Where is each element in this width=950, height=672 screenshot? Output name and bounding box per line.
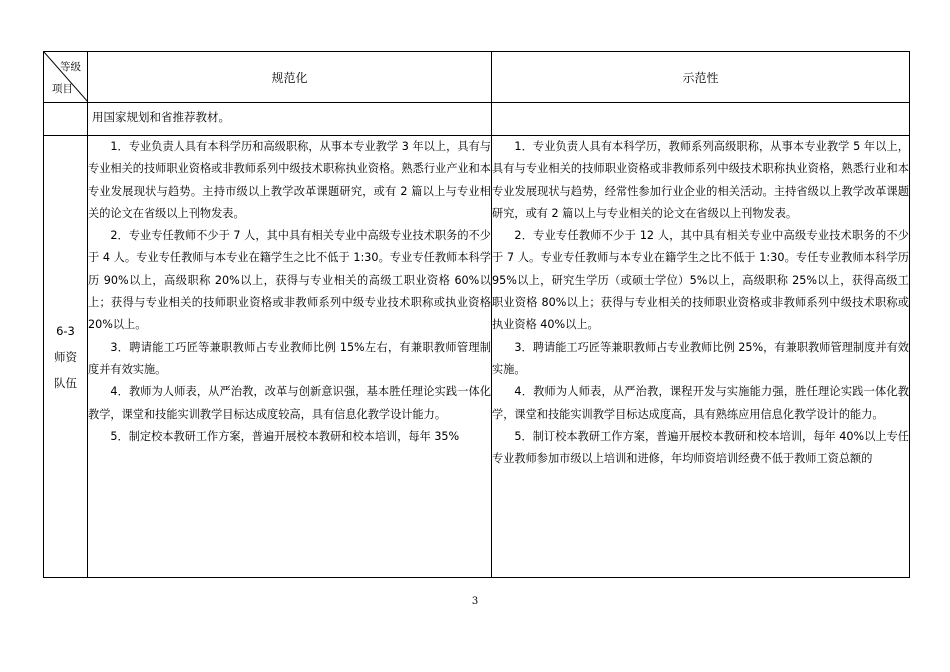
cell-standardized: 用国家规划和省推荐教材。 xyxy=(88,103,492,136)
row-label-faculty xyxy=(44,136,88,578)
paragraph: 1．专业负责人具有本科学历和高级职称，从事本专业教学 3 年以上，具有与专业相关的技师职业资格或非教师系列中级技术职称执业资格。熟悉行业产业和本专业发展现状与趋势。主持市级以上教学改革课题研究，或有 2 篇以上与专业相关的论文在省级以上刊物发表。 xyxy=(88,140,491,220)
paragraph: 5．制定校本教研工作方案，普遍开展校本教研和校本培训，每年 35% xyxy=(110,429,460,443)
paragraph: 4．教师为人师表，从严治教，改革与创新意识强，基本胜任理论实践一体化教学，课堂和技能实训教学目标达成度较高，具有信息化教学设计能力。 xyxy=(88,385,491,421)
row-label xyxy=(44,103,88,136)
table-row xyxy=(44,136,910,578)
standards-table xyxy=(43,51,910,578)
row-label-line: 队伍 xyxy=(54,375,77,390)
grade-label: 等级 xyxy=(60,61,81,73)
paragraph: 3．聘请能工巧匠等兼职教师占专业教师比例 15%左右，有兼职教师管理制度并有效实施。 xyxy=(88,340,491,376)
paragraph: 1．专业负责人具有本科学历，教师系列高级职称，从事本专业教学 5 年以上，具有与专业相关的技师职业资格或非教师系列中级技术职称执业资格，熟悉行业和本专业发展现状与趋势，经常性参加行业企业的相关活动。主持省级以上教学改革课题研究，或有 2 篇以上与专业相关的论文在省级以上刊物发表。 xyxy=(492,140,909,220)
column-header-exemplary: 示范性 xyxy=(492,52,910,103)
page-number: 3 xyxy=(471,596,479,607)
header-row xyxy=(44,52,910,103)
paragraph: 2．专业专任教师不少于 7 人，其中具有相关专业中高级专业技术职务的不少于 4 人。专业专任教师与本专业在籍学生之比不低于 1:30。专业专任教师本科学历 90%以上，高级职称 20%以上，获得与专业相关的高级工职业资格 60%以上；获得与专业相关的技师职业资格或非教师系列中级专业技术职称或执业资格 20%以上。 xyxy=(88,229,491,332)
column-header-standardized: 规范化 xyxy=(88,52,492,103)
table-row xyxy=(44,103,910,136)
paragraph: 3．聘请能工巧匠等兼职教师占专业教师比例 25%，有兼职教师管理制度并有效实施。 xyxy=(492,340,909,376)
paragraph: 2．专业专任教师不少于 12 人，其中具有相关专业中高级专业技术职务的不少于 7 人。专业专任教师与本专业在籍学生之比不低于 1:30。专任专业教师本科学历 95%以上，研究生学历（或硕士学位）5%以上，高级职称 25%以上，获得高级工职业资格 80%以上；获得与专业相关的技师职业资格或非教师系列中级技术职称或执业资格 40%以上。 xyxy=(492,229,909,332)
cell-exemplary xyxy=(492,136,910,578)
cell-exemplary xyxy=(492,103,910,136)
cell-standardized xyxy=(88,136,492,578)
row-label-line: 师资 xyxy=(54,349,77,364)
item-label: 项目 xyxy=(52,83,73,95)
paragraph: 4．教师为人师表，从严治教，课程开发与实施能力强，胜任理论实践一体化教学，课堂和技能实训教学目标达成度高，具有熟练应用信息化教学设计的能力。 xyxy=(492,385,909,421)
paragraph: 5．制订校本教研工作方案，普遍开展校本教研和校本培训，每年 40%以上专任专业教师参加市级以上培训和进修，年均师资培训经费不低于教师工资总额的 xyxy=(492,429,909,466)
row-label-line: 6-3 xyxy=(56,323,75,338)
diagonal-header-cell xyxy=(44,52,88,103)
